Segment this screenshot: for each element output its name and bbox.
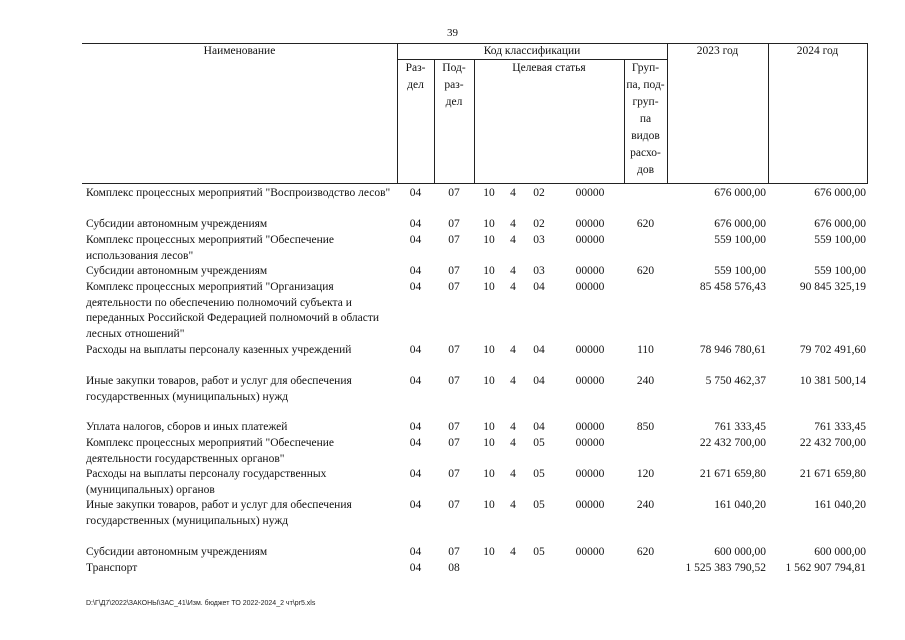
header-name: Наименование: [203, 45, 276, 57]
header-code: Код классификации: [483, 45, 581, 57]
row-target-type: 4: [510, 499, 516, 511]
row-razdel: 04: [409, 546, 422, 558]
row-razdel: 04: [409, 187, 422, 199]
row-value-2024: 676 000,00: [814, 218, 866, 230]
col-sep-2023: [768, 43, 769, 184]
page-number: 39: [447, 27, 458, 39]
header-year-2024: 2024 год: [796, 45, 839, 57]
row-group: 240: [636, 375, 655, 387]
row-target-direction: 00000: [575, 234, 605, 246]
header-year-2023: 2023 год: [696, 45, 739, 57]
row-target-program: 10: [483, 187, 495, 199]
row-target-event: 03: [533, 265, 545, 277]
row-value-2023: 600 000,00: [714, 546, 766, 558]
row-target-direction: 00000: [575, 437, 605, 449]
row-target-event: 05: [533, 437, 545, 449]
row-target-direction: 00000: [575, 546, 605, 558]
row-target-direction: 00000: [575, 265, 605, 277]
row-target-type: 4: [510, 344, 516, 356]
row-target-direction: 00000: [575, 499, 605, 511]
row-podrazdel: 07: [448, 375, 460, 387]
row-value-2024: 600 000,00: [814, 546, 866, 558]
row-target-direction: 00000: [575, 468, 605, 480]
row-target-direction: 00000: [575, 281, 605, 293]
row-target-event: 05: [533, 499, 545, 511]
row-podrazdel: 07: [448, 265, 460, 277]
row-value-2023: 676 000,00: [714, 218, 766, 230]
row-name: Расходы на выплаты персоналу государственных (муниципальных) органов: [86, 468, 327, 496]
row-name: Комплекс процессных мероприятий "Обеспечение использования лесов": [86, 234, 335, 262]
row-razdel: 04: [409, 437, 422, 449]
row-value-2024: 79 702 491,60: [799, 344, 866, 356]
row-target-event: 02: [533, 187, 545, 199]
row-target-type: 4: [510, 468, 516, 480]
col-sep-group: [667, 43, 668, 184]
row-value-2024: 1 562 907 794,81: [785, 562, 866, 574]
row-razdel: 04: [409, 562, 422, 574]
row-target-type: 4: [510, 375, 516, 387]
row-target-type: 4: [510, 218, 516, 230]
row-group: 120: [636, 468, 655, 480]
row-value-2024: 21 671 659,80: [799, 468, 866, 480]
header-group: Груп- па, под- груп- па видов расхо- дов: [626, 62, 665, 176]
row-group: 110: [637, 344, 654, 356]
row-podrazdel: 07: [448, 468, 460, 480]
row-value-2024: 161 040,20: [814, 499, 866, 511]
row-target-program: 10: [483, 468, 495, 480]
row-value-2023: 676 000,00: [714, 187, 766, 199]
row-value-2023: 1 525 383 790,52: [685, 562, 766, 574]
row-target-program: 10: [483, 218, 495, 230]
row-name: Транспорт: [86, 562, 138, 574]
header-razdel: Раз- дел: [405, 62, 426, 91]
row-value-2024: 761 333,45: [814, 421, 866, 433]
row-group: 240: [636, 499, 655, 511]
row-name: Комплекс процессных мероприятий "Обеспечение деятельности государственных органов": [86, 437, 335, 465]
row-razdel: 04: [409, 344, 422, 356]
row-target-type: 4: [510, 265, 516, 277]
row-group: 850: [636, 421, 655, 433]
row-podrazdel: 07: [448, 234, 460, 246]
row-target-type: 4: [510, 187, 516, 199]
row-razdel: 04: [409, 218, 422, 230]
row-target-direction: 00000: [575, 187, 605, 199]
row-podrazdel: 07: [448, 546, 460, 558]
row-target-event: 04: [533, 375, 545, 387]
row-value-2023: 161 040,20: [714, 499, 766, 511]
row-podrazdel: 07: [448, 421, 460, 433]
row-razdel: 04: [409, 421, 422, 433]
row-razdel: 04: [409, 265, 422, 277]
row-podrazdel: 07: [448, 218, 460, 230]
row-podrazdel: 07: [448, 344, 460, 356]
row-name: Субсидии автономным учреждениям: [86, 546, 268, 558]
row-razdel: 04: [409, 468, 422, 480]
row-target-event: 03: [533, 234, 545, 246]
row-target-direction: 00000: [575, 375, 605, 387]
header-bottom-rule: [82, 183, 868, 184]
row-target-event: 04: [533, 421, 545, 433]
row-podrazdel: 08: [448, 562, 460, 574]
row-podrazdel: 07: [448, 187, 460, 199]
row-razdel: 04: [409, 375, 422, 387]
row-target-program: 10: [483, 546, 495, 558]
row-razdel: 04: [409, 281, 422, 293]
row-value-2023: 559 100,00: [714, 265, 766, 277]
row-name: Субсидии автономным учреждениям: [86, 265, 268, 277]
row-podrazdel: 07: [448, 281, 460, 293]
row-target-event: 05: [533, 546, 545, 558]
row-target-type: 4: [510, 437, 516, 449]
row-value-2023: 85 458 576,43: [699, 281, 766, 293]
row-target-program: 10: [483, 437, 495, 449]
row-target-event: 02: [533, 218, 545, 230]
row-podrazdel: 07: [448, 437, 460, 449]
row-name: Уплата налогов, сборов и иных платежей: [86, 421, 288, 433]
row-name: Комплекс процессных мероприятий "Воспроизводство лесов": [86, 187, 391, 199]
row-target-direction: 00000: [575, 218, 605, 230]
row-target-program: 10: [483, 499, 495, 511]
row-razdel: 04: [409, 234, 422, 246]
row-target-type: 4: [510, 421, 516, 433]
row-value-2023: 21 671 659,80: [699, 468, 766, 480]
file-path-footer: D:\Г\Д7\2022\ЗАКОНЫ\ЗАС_41\Изм. бюджет ТО 2022-2024_2 чт\pr5.xls: [86, 600, 316, 607]
row-value-2024: 559 100,00: [814, 234, 866, 246]
row-target-program: 10: [483, 344, 495, 356]
row-group: 620: [636, 218, 655, 230]
row-target-program: 10: [483, 234, 495, 246]
row-target-type: 4: [510, 234, 516, 246]
row-target-program: 10: [483, 265, 495, 277]
row-target-type: 4: [510, 281, 516, 293]
row-podrazdel: 07: [448, 499, 460, 511]
header-target: Целевая статья: [512, 62, 586, 74]
row-value-2023: 78 946 780,61: [699, 344, 766, 356]
col-sep-right: [867, 43, 868, 184]
row-target-program: 10: [483, 421, 495, 433]
row-value-2023: 559 100,00: [714, 234, 766, 246]
row-name: Расходы на выплаты персоналу казенных учреждений: [86, 344, 352, 356]
row-target-event: 04: [533, 344, 545, 356]
row-name: Иные закупки товаров, работ и услуг для обеспечения государственных (муниципальных) нужд: [86, 375, 352, 403]
row-value-2024: 676 000,00: [814, 187, 866, 199]
row-value-2024: 22 432 700,00: [799, 437, 866, 449]
row-target-direction: 00000: [575, 344, 605, 356]
col-sep-podrazdel: [474, 59, 475, 184]
header-podrazdel: Под- раз- дел: [442, 62, 466, 108]
row-value-2024: 90 845 325,19: [799, 281, 866, 293]
row-target-event: 04: [533, 281, 545, 293]
row-group: 620: [636, 546, 655, 558]
row-target-program: 10: [483, 375, 495, 387]
row-name: Субсидии автономным учреждениям: [86, 218, 268, 230]
row-value-2023: 5 750 462,37: [705, 375, 766, 387]
row-target-type: 4: [510, 546, 516, 558]
row-name: Комплекс процессных мероприятий "Организация деятельности по обеспечению полномочий субъекта и переданных Российской Федерацией полномочий в области лесных отношений": [86, 281, 380, 340]
row-target-event: 05: [533, 468, 545, 480]
row-value-2024: 10 381 500,14: [799, 375, 866, 387]
row-target-program: 10: [483, 281, 495, 293]
row-value-2023: 761 333,45: [714, 421, 766, 433]
row-group: 620: [636, 265, 655, 277]
row-razdel: 04: [409, 499, 422, 511]
row-name: Иные закупки товаров, работ и услуг для обеспечения государственных (муниципальных) нужд: [86, 499, 352, 527]
row-value-2023: 22 432 700,00: [699, 437, 766, 449]
row-value-2024: 559 100,00: [814, 265, 866, 277]
row-target-direction: 00000: [575, 421, 605, 433]
